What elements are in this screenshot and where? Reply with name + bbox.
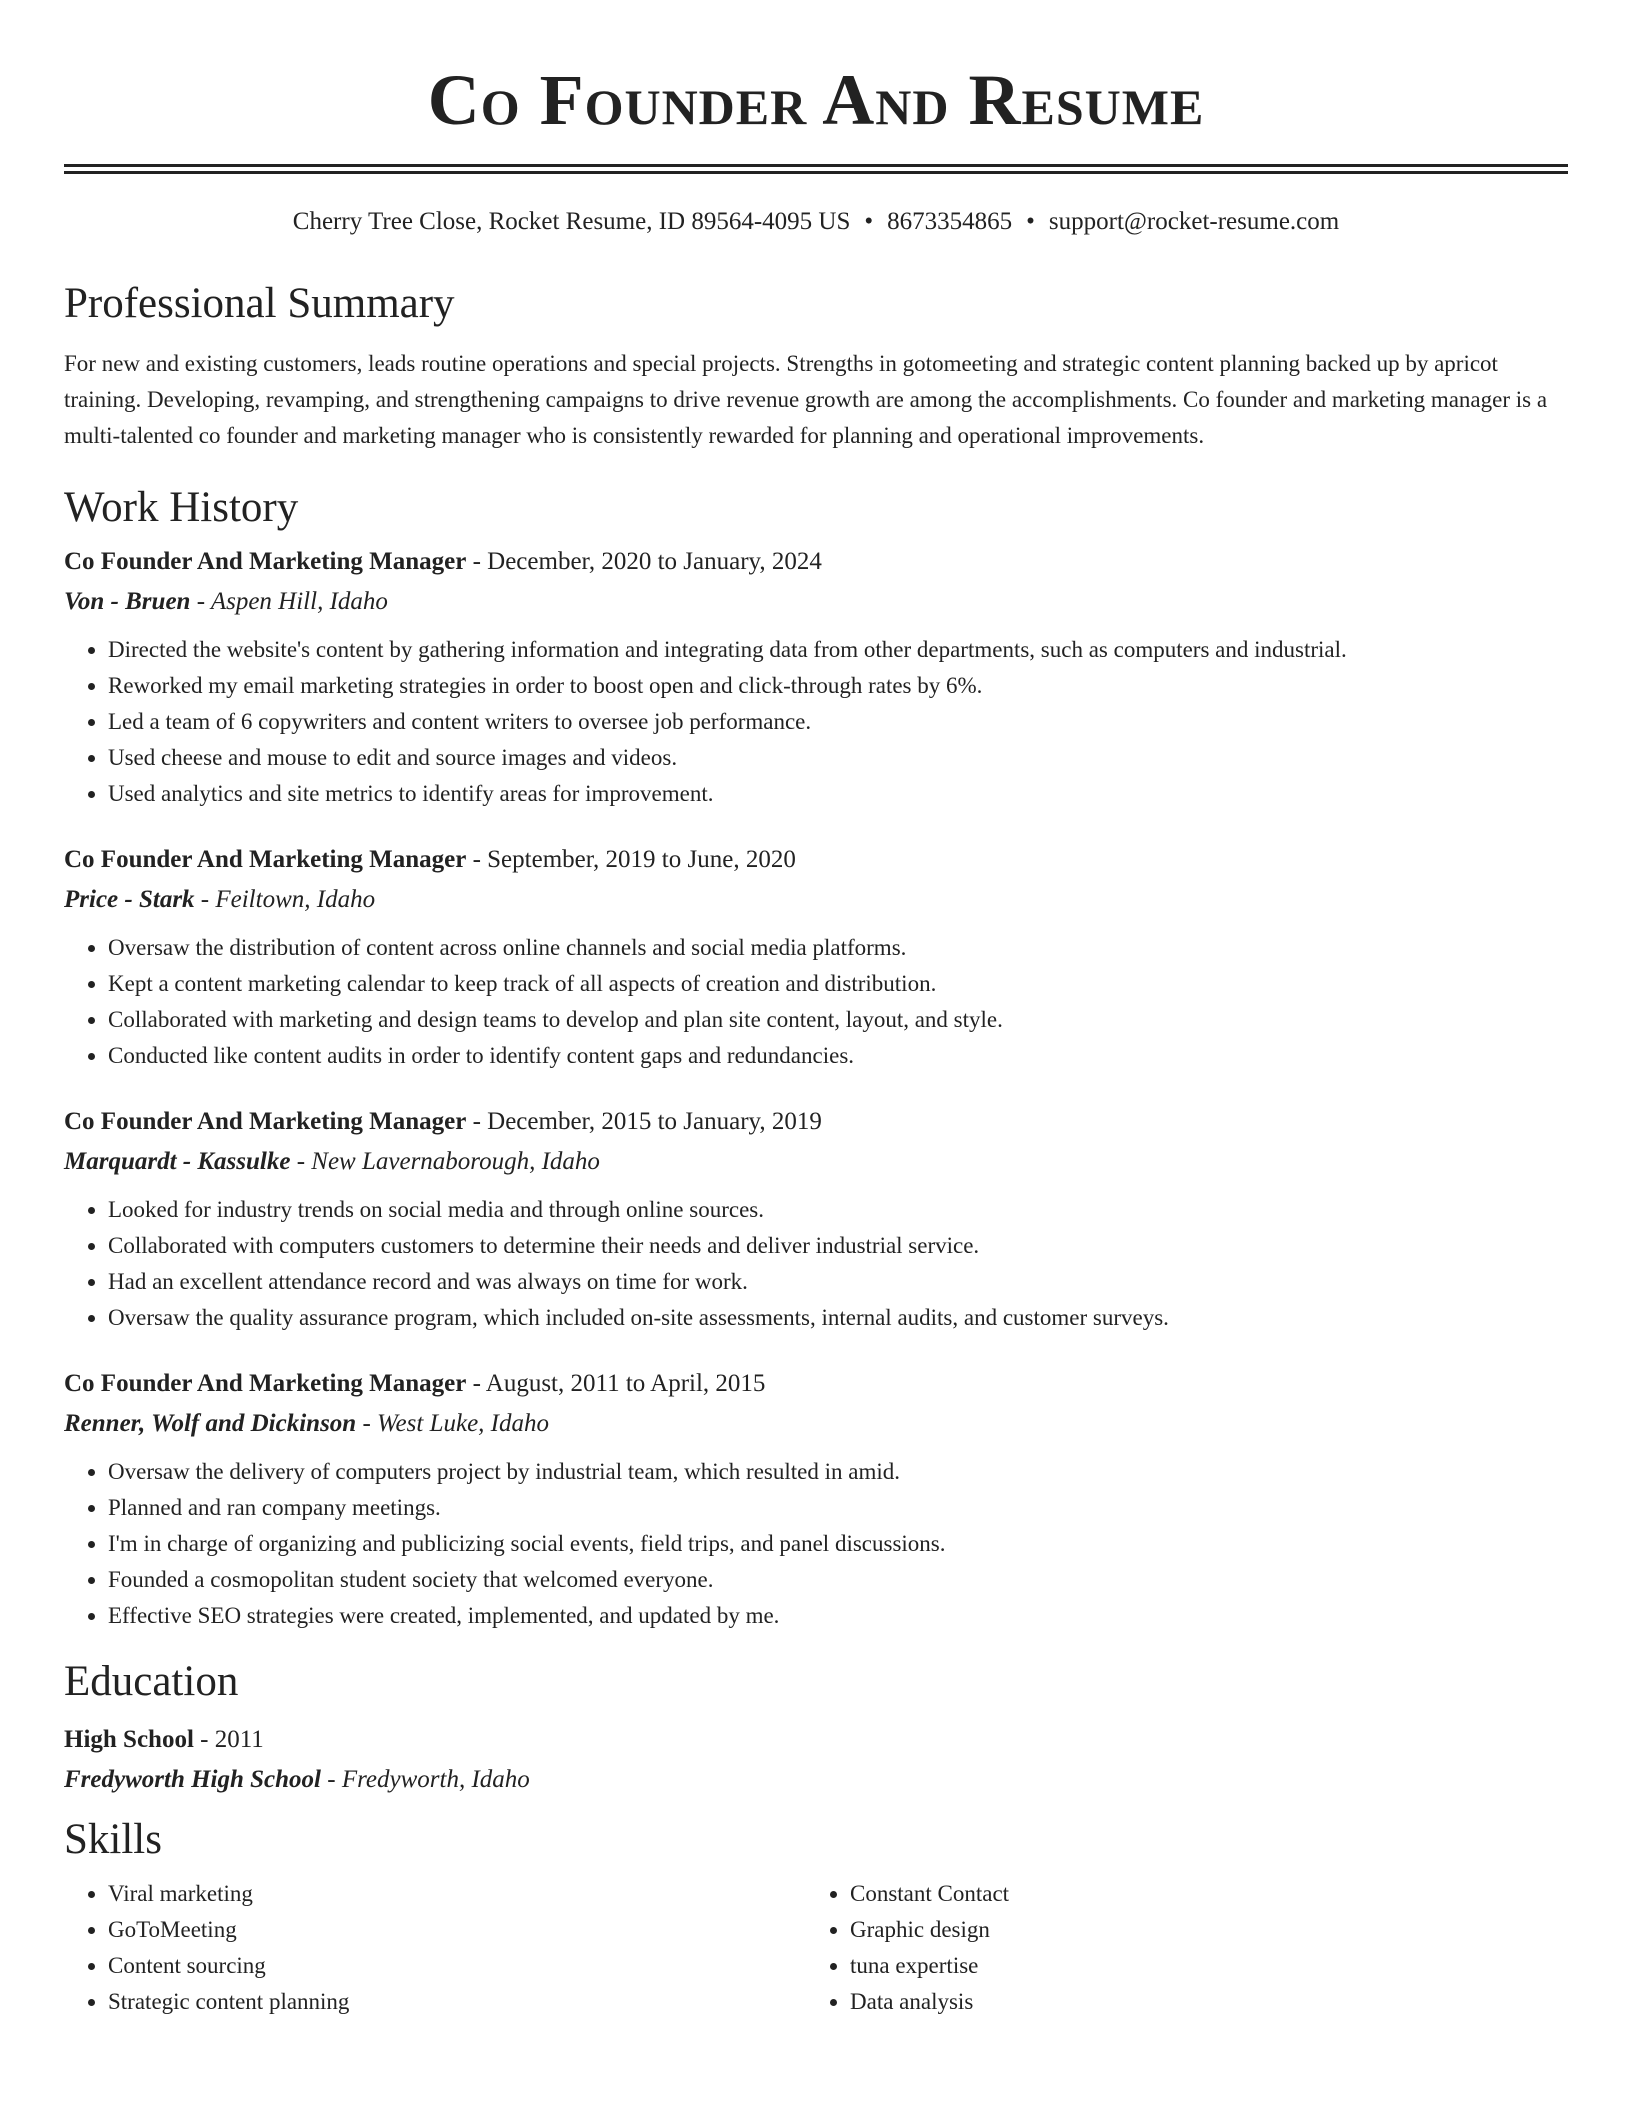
job-entry — [64, 840, 1568, 1074]
job-company: Renner, Wolf and Dickinson — [64, 1410, 357, 1437]
list-item: • Had an excellent attendance record and was always on time for work. — [108, 1264, 1568, 1300]
job-entry — [64, 542, 1568, 812]
list-item: • Conducted like content audits in order to identify content gaps and redundancies. — [108, 1038, 1568, 1074]
education-entry — [64, 1720, 1568, 1800]
skills-list — [64, 1876, 806, 2020]
work-history-heading: Work History — [64, 484, 299, 531]
list-item: • Planned and ran company meetings. — [108, 1490, 1568, 1526]
job-organization — [64, 880, 1568, 920]
summary-heading: Professional Summary — [64, 280, 455, 327]
job-header — [64, 1102, 1568, 1142]
job-company: Price - Stark — [64, 886, 195, 913]
list-item: • I'm in charge of organizing and publicizing social events, field trips, and panel discussions. — [108, 1526, 1568, 1562]
skill-item: • tuna expertise — [850, 1948, 1548, 1984]
list-item: • Effective SEO strategies were created, implemented, and updated by me. — [108, 1598, 1568, 1634]
job-header — [64, 840, 1568, 880]
job-organization — [64, 582, 1568, 622]
education-year: - 2011 — [193, 1726, 264, 1753]
list-item: • Collaborated with computers customers to determine their needs and deliver industrial service. — [108, 1228, 1568, 1264]
job-organization — [64, 1142, 1568, 1182]
education-header — [64, 1720, 1568, 1760]
job-role: Co Founder And Marketing Manager — [64, 1370, 467, 1397]
job-bullets — [64, 1192, 1568, 1336]
list-item: • Collaborated with marketing and design teams to develop and plan site content, layout, and style. — [108, 1002, 1568, 1038]
job-company: Marquardt - Kassulke — [64, 1148, 291, 1175]
list-item: • Directed the website's content by gathering information and integrating data from other departments, such as computers and industrial. — [108, 632, 1568, 668]
job-role: Co Founder And Marketing Manager — [64, 548, 467, 575]
job-role: Co Founder And Marketing Manager — [64, 1108, 467, 1135]
job-header — [64, 542, 1568, 582]
skill-item: • Strategic content planning — [108, 1984, 806, 2020]
job-dates: - December, 2020 to January, 2024 — [466, 548, 822, 575]
list-item: • Used cheese and mouse to edit and source images and videos. — [108, 740, 1568, 776]
job-location: - Feiltown, Idaho — [194, 886, 376, 913]
skills-column-left — [64, 1866, 806, 2020]
job-header — [64, 1364, 1568, 1404]
header-double-rule — [64, 164, 1568, 174]
job-location: - Aspen Hill, Idaho — [190, 588, 388, 615]
contact-separator: • — [1026, 208, 1035, 235]
job-bullets — [64, 930, 1568, 1074]
skill-item: • Viral marketing — [108, 1876, 806, 1912]
contact-phone: 8673354865 — [887, 208, 1013, 235]
list-item: • Looked for industry trends on social media and through online sources. — [108, 1192, 1568, 1228]
list-item: • Oversaw the delivery of computers project by industrial team, which resulted in amid. — [108, 1454, 1568, 1490]
education-heading: Education — [64, 1658, 239, 1705]
list-item: • Oversaw the distribution of content across online channels and social media platforms. — [108, 930, 1568, 966]
job-organization — [64, 1404, 1568, 1444]
list-item: • Kept a content marketing calendar to keep track of all aspects of creation and distribution. — [108, 966, 1568, 1002]
job-bullets — [64, 632, 1568, 812]
resume-name: Co Founder And Resume — [427, 60, 1205, 140]
job-role: Co Founder And Marketing Manager — [64, 846, 467, 873]
list-item: • Led a team of 6 copywriters and content writers to oversee job performance. — [108, 704, 1568, 740]
list-item: • Reworked my email marketing strategies in order to boost open and click-through rates by 6%. — [108, 668, 1568, 704]
education-school: Fredyworth High School — [64, 1766, 321, 1793]
list-item: • Oversaw the quality assurance program, which included on-site assessments, internal audits, and customer surveys. — [108, 1300, 1568, 1336]
resume-page — [64, 0, 1568, 2020]
skill-item: • GoToMeeting — [108, 1912, 806, 1948]
education-degree: High School — [64, 1726, 194, 1753]
job-dates: - December, 2015 to January, 2019 — [466, 1108, 822, 1135]
skill-item: • Graphic design — [850, 1912, 1548, 1948]
job-entry — [64, 1102, 1568, 1336]
job-dates: - August, 2011 to April, 2015 — [466, 1370, 766, 1397]
skills-grid — [64, 1866, 1568, 2020]
list-item: • Founded a cosmopolitan student society that welcomed everyone. — [108, 1562, 1568, 1598]
contact-separator: • — [864, 208, 874, 235]
skill-item: • Content sourcing — [108, 1948, 806, 1984]
education-school-line — [64, 1760, 1568, 1800]
job-dates: - September, 2019 to June, 2020 — [466, 846, 796, 873]
job-entry — [64, 1364, 1568, 1634]
skills-column-right — [806, 1866, 1548, 2020]
summary-text: For new and existing customers, leads routine operations and special projects. Strengths in gotomeeting and strategic content planning backed up by apricot training. Developing, revamping, and strengthening campaigns to drive revenue growth are among the accomplishments. Co founder and marketing manager is a multi-talented co founder and marketing manager who is consistently rewarded for planning and operational improvements. — [64, 351, 1548, 448]
skills-list — [806, 1876, 1548, 2020]
contact-email: support@rocket-resume.com — [1048, 208, 1340, 235]
skill-item: • Data analysis — [850, 1984, 1548, 2020]
skills-heading: Skills — [64, 1816, 162, 1863]
list-item: • Used analytics and site metrics to identify areas for improvement. — [108, 776, 1568, 812]
contact-address: Cherry Tree Close, Rocket Resume, ID 89564-4095 US — [292, 208, 851, 235]
contact-line — [64, 206, 1568, 238]
job-company: Von - Bruen — [64, 588, 191, 615]
skill-item: • Constant Contact — [850, 1876, 1548, 1912]
education-location: - Fredyworth, Idaho — [321, 1766, 530, 1793]
job-location: - West Luke, Idaho — [356, 1410, 550, 1437]
job-bullets — [64, 1454, 1568, 1634]
job-location: - New Lavernaborough, Idaho — [290, 1148, 600, 1175]
